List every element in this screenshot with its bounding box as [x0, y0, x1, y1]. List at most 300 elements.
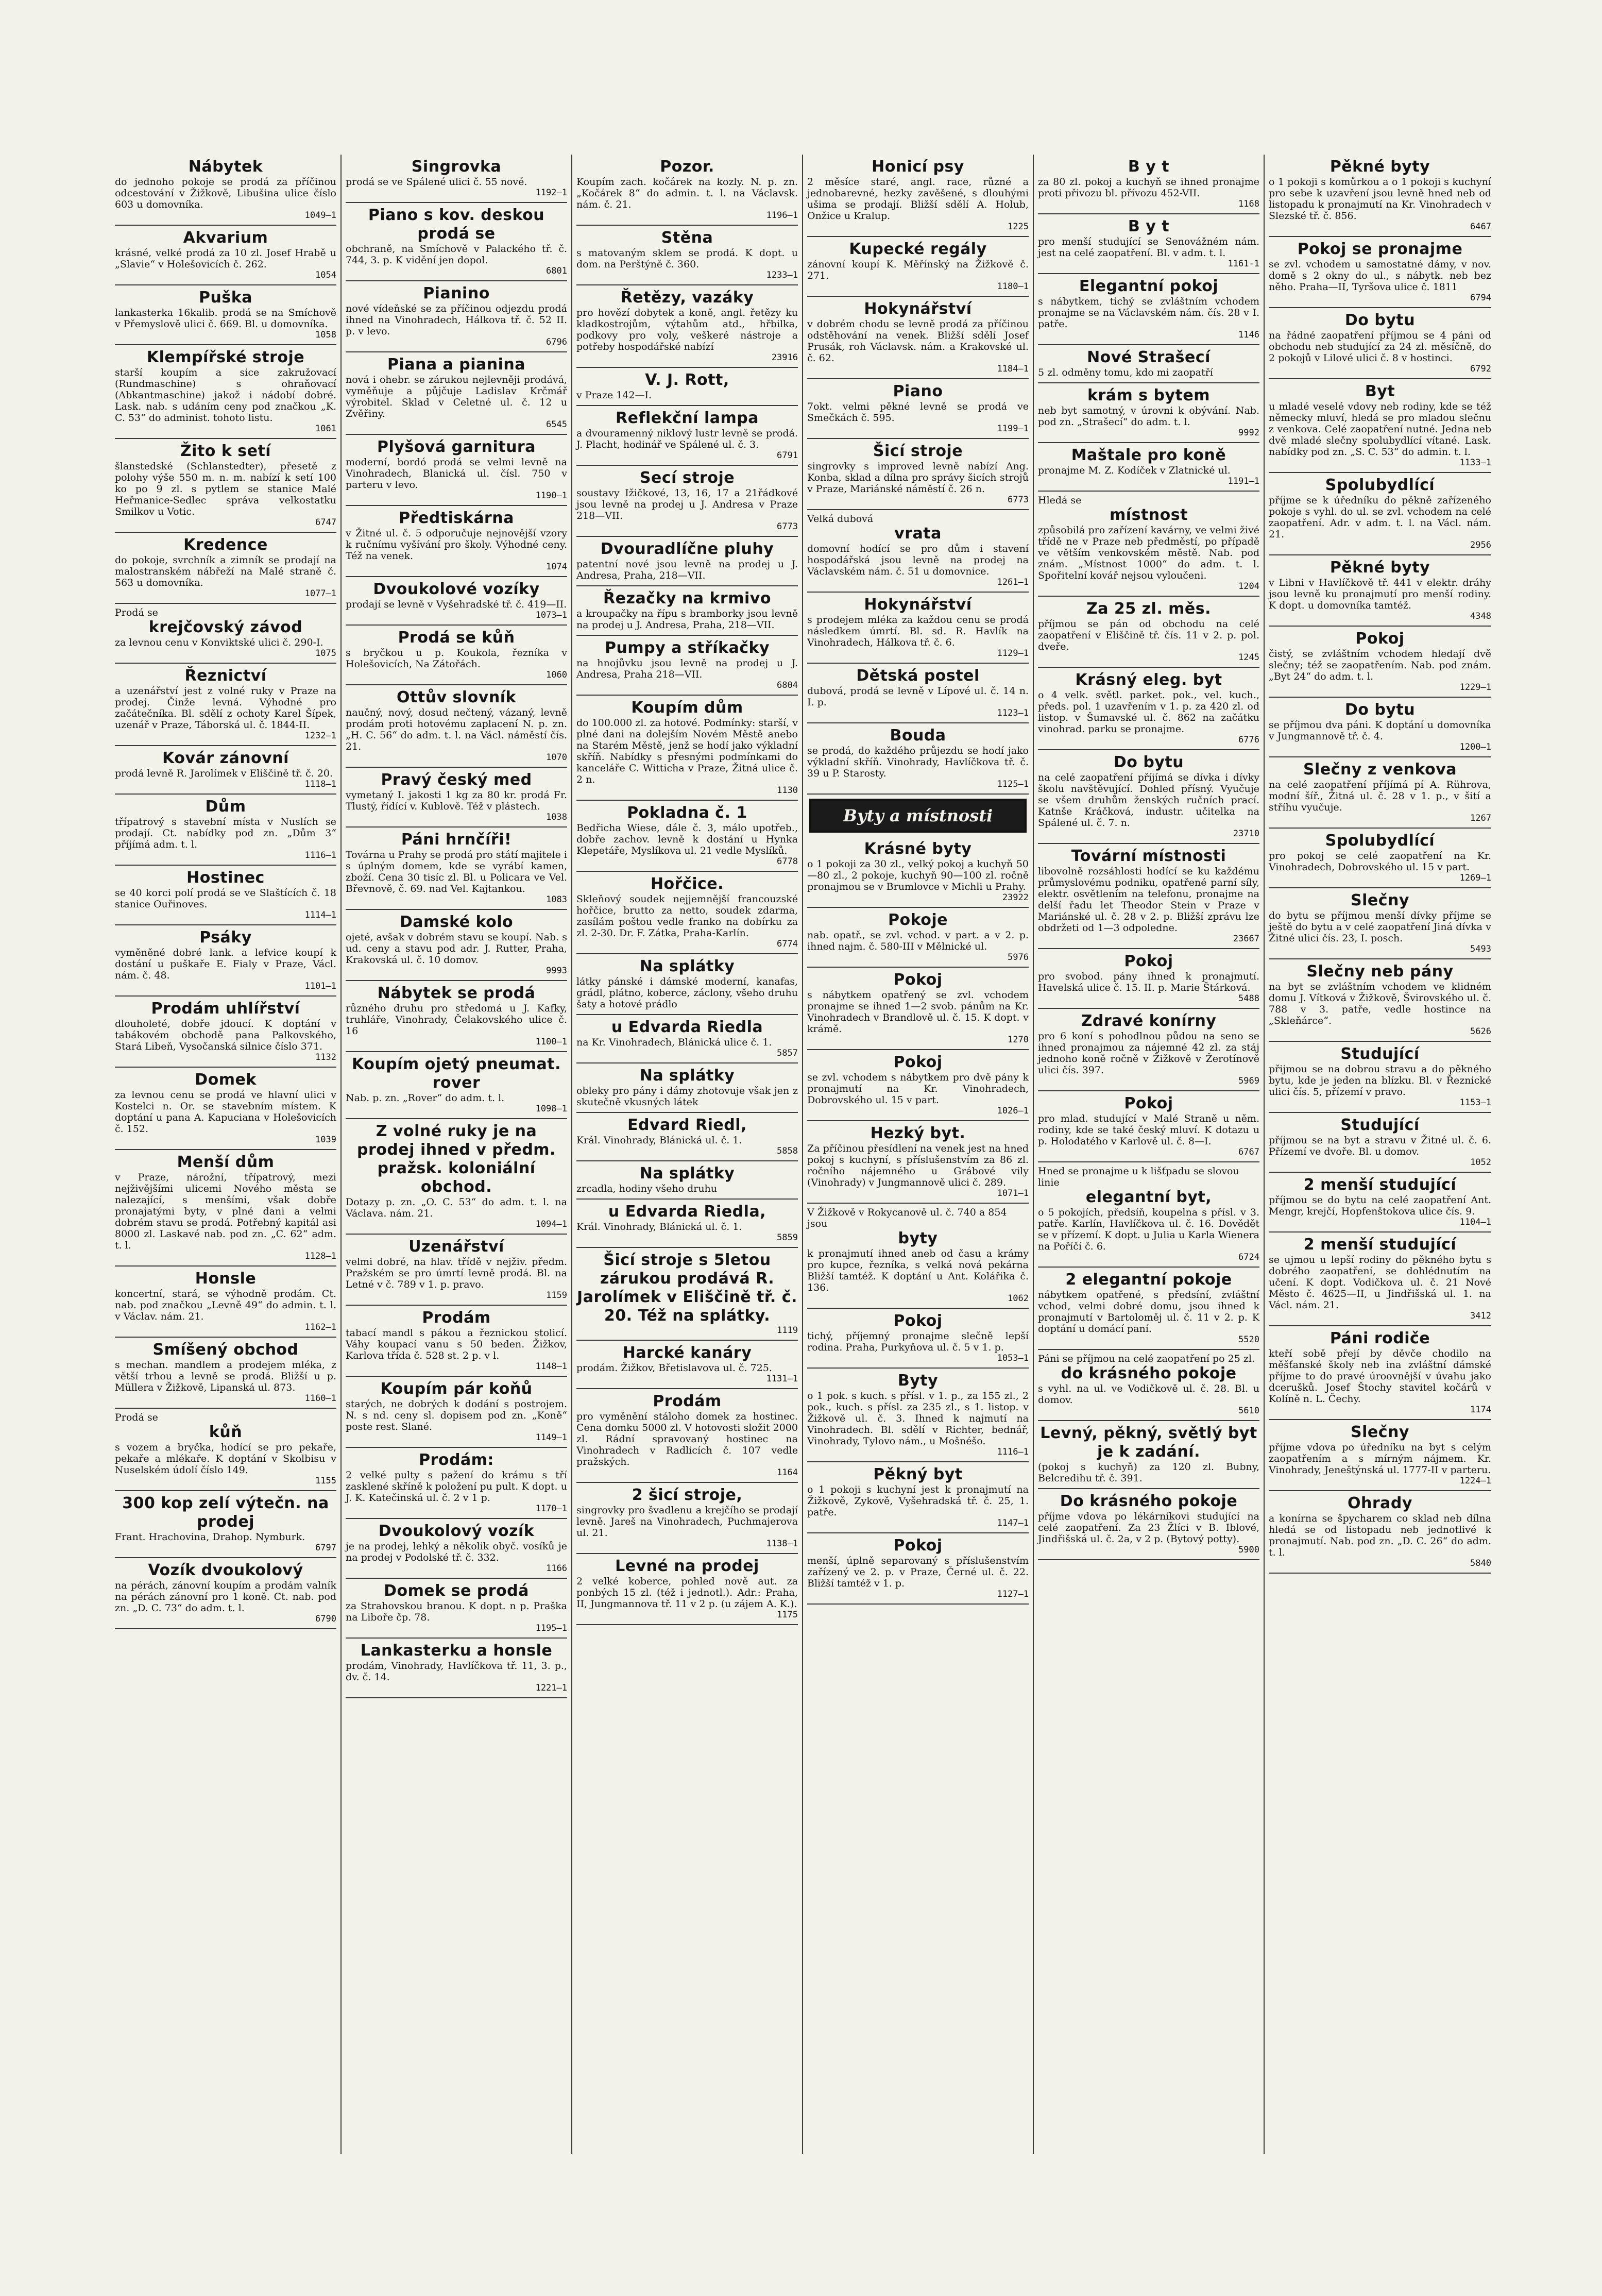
- ad-title: Pokoj: [893, 1537, 943, 1555]
- classified-ad: [576, 696, 798, 801]
- ad-text: pro svobod. pány ihned k pronajmutí. Havelská ulice č. 15. II. p. Marie Štárková.: [1038, 971, 1259, 993]
- ad-text: za Strahovskou branou. K dopt. n p. Praška na Liboře čp. 78.: [346, 1600, 567, 1623]
- ad-code: 1114—1: [304, 910, 336, 920]
- ad-text: za levnou cenu se prodá ve hlavní ulici v Kostelci n. Or. se stavebním místem. K doptání u pana A. Kapuciana v Holešovicích č. 152.: [115, 1089, 336, 1135]
- ad-title: Damské kolo: [399, 913, 514, 931]
- classified-ad: [115, 664, 336, 746]
- ad-text: prodám, Vinohrady, Havlíčkova tř. 11, 3. p., dv. č. 14.: [346, 1660, 567, 1683]
- classified-ad: [576, 1113, 798, 1161]
- ad-title: Edvard Riedl,: [627, 1116, 747, 1134]
- ad-text: k pronajmutí ihned aneb od času a krámy pro kupce, řezníka, s velká nová pekárna Bližší tamtéž. K doptání u Ant. Kolářika č. 136.: [807, 1248, 1029, 1293]
- classified-ad: [1038, 949, 1259, 1009]
- ad-text: o 1 pokoji s komůrkou a o 1 pokoji s kuchyní pro sebe k uzavření jsou levně hned neb od listopadu k pronajmutí na Kr. Vinohradech v Slezské tř. č. 856.: [1269, 176, 1491, 222]
- section-banner: Byty a místnosti: [809, 799, 1027, 833]
- classified-ad: [346, 1519, 567, 1579]
- ad-text: přijmou se na dobrou stravu a do pěkného bytu, kde je jeden na blízku. Bl. v Řeznické ulici čís. 5, přízemí v pravo.: [1269, 1063, 1491, 1098]
- ad-text: singrovky s improved levně nabízí Ang. Konba, sklad a dílna pro správy šicích strojů v Praze, Mariánské náměstí č. 26 n.: [807, 461, 1029, 495]
- classified-ad: [115, 1150, 336, 1267]
- classified-ad: [1269, 1233, 1491, 1326]
- ad-title: Dům: [205, 798, 246, 816]
- classified-ad: [1269, 237, 1491, 308]
- ad-title: Na splátky: [639, 1164, 735, 1183]
- ad-title: Koupím dům: [631, 699, 743, 717]
- ad-text: na celé zaopatření příjímá se dívka i dívky školu navštěvující. Dohled přísný. Vyučuje se všem druhům ženských ručních prací. Katnše Kráčková, industr. učitelka na Spálené ul. č. 7. n.: [1038, 772, 1259, 829]
- ad-title: Šicí stroje s 5letou zárukou prodává R. Jarolímek v Eliščině tř. č. 20. Též na splátky.: [577, 1251, 797, 1325]
- ad-title: 2 šicí stroje,: [632, 1486, 743, 1504]
- classified-ad: [576, 1015, 798, 1063]
- ad-text: nab. opatř., se zvl. vchod. v part. a v 2. p. ihned najm. č. 580-III v Mělnické ul.: [807, 930, 1029, 952]
- classified-ad: [1038, 1489, 1259, 1560]
- ad-title: Nábytek se prodá: [377, 984, 536, 1002]
- classified-ad: [1269, 1491, 1491, 1574]
- classified-ad: [346, 203, 567, 281]
- ad-code: 5520: [1238, 1335, 1259, 1345]
- classified-ad: [807, 908, 1029, 968]
- ad-text: menší, úplně separovaný s příslušenstvím zařízený ve 2. p. v Praze, Černé ul. č. 22. Bližší tamtéž v 1. p.: [807, 1555, 1029, 1589]
- ad-title: Pokoj: [1124, 952, 1173, 970]
- ad-code: 1123—1: [997, 708, 1029, 718]
- ad-title: Pokoj: [893, 971, 943, 989]
- ad-code: 23667: [1233, 934, 1259, 944]
- ad-title: Pumpy a stříkačky: [604, 639, 770, 657]
- ad-title: Ottův slovník: [397, 688, 516, 706]
- ad-text: dubová, prodá se levně v Lípové ul. č. 14 n. I. p.: [807, 685, 1029, 708]
- ad-code: 1245: [1238, 652, 1259, 663]
- ad-text: obchraně, na Smíchově v Palackého tř. č. 744, 3. p. K vidění jen dopol.: [346, 243, 567, 266]
- ad-title: Do bytu: [1344, 701, 1416, 719]
- ad-text: starší koupím a sice zakružovací (Rundmaschine) s ohraňovací (Abkantmaschine) jakož i nádobí dobré. Lask. nab. s udáním ceny pod značkou „K. C. 53“ do administ. tohoto listu.: [115, 367, 336, 424]
- ad-code: 1060: [546, 670, 567, 680]
- ad-code: 6790: [315, 1614, 336, 1624]
- classified-ad: [1038, 383, 1259, 443]
- ad-code: 1168: [1238, 199, 1259, 209]
- classified-ad: [115, 533, 336, 604]
- ad-title: Na splátky: [639, 957, 735, 975]
- classified-ad: [576, 586, 798, 636]
- column-1: [111, 155, 342, 2154]
- ad-code: 1138—1: [766, 1539, 798, 1549]
- ad-title: Smíšený obchod: [152, 1341, 299, 1359]
- ad-text: Král. Vinohrady, Blánická ul. č. 1.: [576, 1135, 742, 1146]
- ad-code: 1261—1: [997, 577, 1029, 587]
- ad-code: 1221—1: [535, 1683, 567, 1693]
- classified-ad: [1038, 668, 1259, 750]
- classified-ad: [1038, 1268, 1259, 1350]
- ad-code: 6792: [1470, 364, 1491, 374]
- classified-ad: [1269, 1173, 1491, 1233]
- ad-code: 1148—1: [535, 1361, 567, 1372]
- ad-text: pro pokoj se celé zaopatření na Kr. Vinohradech, Dobrovského ul. 15 v part.: [1269, 850, 1491, 873]
- ad-title: Krásný eleg. byt: [1075, 671, 1222, 689]
- classified-ad: [346, 506, 567, 577]
- ad-text: se příjmou dva páni. K doptání u domovníka v Jungmannově tř. č. 4.: [1269, 719, 1491, 742]
- ad-title: Harcké kanáry: [622, 1344, 752, 1362]
- ad-code: 1232—1: [304, 731, 336, 741]
- ad-title: Byty: [897, 1372, 939, 1390]
- ad-title: Lankasterku a honsle: [360, 1642, 553, 1660]
- classified-ad: [115, 1068, 336, 1150]
- ad-code: 5976: [1008, 952, 1029, 963]
- ad-title: Prodá se kůň: [398, 629, 515, 647]
- ad-code: 5969: [1238, 1076, 1259, 1086]
- classified-ad: [1038, 750, 1259, 844]
- ad-text: kteří sobě přejí by děvče chodilo na měšťanské školy neb ina zvláštní dámské příjme to do pravé úroovnější v úvahu jako dcerušků. Josef Štochy stavitel kočárů v Kolíně n. L. Čechy.: [1269, 1348, 1491, 1405]
- ad-code: 1039: [315, 1135, 336, 1145]
- ad-code: 1174: [1470, 1405, 1491, 1415]
- ad-code: 6796: [546, 337, 567, 347]
- ad-code: 6801: [546, 266, 567, 276]
- ad-code: 1100—1: [535, 1037, 567, 1047]
- ad-text: nábytkem opatřené, s předsíní, zvláštní vchod, velmi dobré domu, jsou ihned k pronajmutí v Bartoloměj ul. č. 11 v 2. p. K doptání u domácí paní.: [1038, 1289, 1259, 1335]
- ad-code: 5859: [777, 1233, 798, 1243]
- ad-code: 1225: [1008, 222, 1029, 232]
- ad-code: 1129—1: [997, 648, 1029, 659]
- ad-title: Pozor.: [660, 158, 714, 176]
- ad-title: Kupecké regály: [849, 240, 987, 258]
- classified-ad: [346, 1377, 567, 1448]
- ad-title: Hokynářství: [864, 300, 972, 318]
- classified-ad: [576, 872, 798, 954]
- ad-text: moderní, bordó prodá se velmi levně na Vinohradech, Blanická ul. čísl. 750 v parteru v levo.: [346, 457, 567, 491]
- classified-ad: [1269, 379, 1491, 473]
- ad-title: Pravý český med: [381, 771, 532, 789]
- ad-code: 6773: [777, 521, 798, 532]
- ad-text: nová i ohebr. se zárukou nejlevněji prodává, vyměňuje a půjčuje Ladislav Krčmář výrobitel. Sklad v Celetné ul. č. 12 u Zvěřiny.: [346, 374, 567, 419]
- ad-code: 1053—1: [997, 1353, 1029, 1363]
- ad-code: 1098—1: [535, 1104, 567, 1114]
- classified-ad: [115, 604, 336, 664]
- ad-title: Předtiskárna: [399, 509, 514, 527]
- classified-ad: [576, 1483, 798, 1554]
- ad-code: 1162—1: [304, 1322, 336, 1332]
- ad-code: 1062: [1008, 1293, 1029, 1304]
- ad-code: 1149—1: [535, 1432, 567, 1443]
- classified-ad: [1269, 1113, 1491, 1173]
- ad-text: látky pánské i dámské moderní, kanafas, grádl, plátno, koberce, záclony, všeho druhu šaty a hotové prádlo: [576, 976, 798, 1010]
- classified-ad: [1038, 844, 1259, 949]
- ad-text: domovní hodící se pro dům i stavení hospodářská jsou levně na prodej na Václavském nám. č. 51 u domovnice.: [807, 543, 1029, 577]
- ad-title: Slečny: [1351, 1423, 1409, 1441]
- ad-text: u mladé veselé vdovy neb rodiny, kde se též německy mluví, hledá se pro mladou slečnu z venkova. Celé zaopatření nutné. Jedna neb dvě mladé slečny spolubydlící vítané. Lask. nabídky pod zn. „S. C. 53“ do admin. t. l.: [1269, 401, 1491, 458]
- ad-text: nové vídeňské se za příčinou odjezdu prodá ihned na Vinohradech, Hálkova tř. č. 52 II. p. v levo.: [346, 303, 567, 337]
- ad-text: s mechan. mandlem a prodejem mléka, z větší trhou a levně se prodá. Bližší u p. Müllera v Žižkově, Lipanská ul. 873.: [115, 1359, 336, 1393]
- ad-title: Reflekční lampa: [616, 409, 759, 427]
- classified-ad: [576, 537, 798, 586]
- ad-title: Hořčice.: [650, 875, 724, 893]
- ad-code: 5488: [1238, 993, 1259, 1004]
- ad-text: způsobilá pro zařízení kavárny, ve velmi živé třídě ne v Praze neb předměstí, po případě ve větším venkovském městě. Nab. pod znám. „Místnost 1000“ do adm. t. l. Spořitelní kovář nejsou vyloučeni.: [1038, 525, 1259, 581]
- ad-code: 1191—1: [1228, 476, 1259, 486]
- ad-title: Piano: [893, 382, 943, 400]
- ad-text: pro vyměnění stáloho domek za hostinec. Cena domku 5000 zl. V hotovosti složit 2000 zl. Rádní spravovaný hostinec na Vinohradech v Radlicích č. 107 vedle pražských.: [576, 1411, 798, 1467]
- ad-text: do jednoho pokoje se prodá za příčinou odcestování v Žižkově, Libušina ulice číslo 603 u domovníka.: [115, 176, 336, 210]
- classified-ad: [115, 795, 336, 866]
- column-3: [572, 155, 803, 2154]
- ad-text: o 4 velk. světl. parket. pok., vel. kuch., předs. pol. 1 uzavřením v 1. p. za 420 zl. od listop. v Šumavské ul. č. 862 na začátku vinohrad. parku se pronajme.: [1038, 689, 1259, 735]
- ad-title: krám s bytem: [1087, 386, 1210, 404]
- classified-ad: [807, 1204, 1029, 1309]
- ad-text: vymetaný I. jakosti 1 kg za 80 kr. prodá Fr. Tlustý, řídící v. Kublově. Též v plástech.: [346, 789, 567, 812]
- ad-title: 300 kop zelí výtečn. na prodej: [122, 1494, 329, 1531]
- ad-code: 5857: [777, 1048, 798, 1058]
- ad-text: 7okt. velmi pěkné levně se prodá ve Smečkách č. 595.: [807, 401, 1029, 424]
- ad-text: za 80 zl. pokoj a kuchyň se ihned pronajme proti přivozu bl. přívozu 452-VII.: [1038, 176, 1259, 199]
- ad-title: Prodám:: [419, 1451, 494, 1469]
- ad-text: Nab. p. zn. „Rover“ do adm. t. l.: [346, 1092, 505, 1104]
- ad-title: Zdravé konírny: [1081, 1012, 1217, 1030]
- ad-code: 23922: [1002, 892, 1029, 903]
- ad-code: 1075: [315, 648, 336, 659]
- classified-ad: [807, 155, 1029, 237]
- ad-code: 23916: [771, 352, 798, 363]
- ad-title: Páni rodiče: [1330, 1329, 1430, 1347]
- ad-code: 1153—1: [1459, 1098, 1491, 1108]
- classified-ad: [576, 368, 798, 406]
- classified-ad: [576, 1200, 798, 1248]
- classified-ad: [1038, 1350, 1259, 1421]
- ad-code: 1175: [777, 1610, 798, 1620]
- ad-code: 1052: [1470, 1157, 1491, 1168]
- ad-code: 6794: [1470, 293, 1491, 303]
- ad-title: Prodám: [653, 1392, 722, 1410]
- column-4: [803, 155, 1034, 2154]
- classified-ad: [1038, 443, 1259, 492]
- classified-ad: [576, 466, 798, 537]
- ad-code: 1054: [315, 270, 336, 280]
- classified-ad: [346, 281, 567, 352]
- classified-ad: [346, 1448, 567, 1519]
- ad-title: Piana a pianina: [387, 356, 525, 374]
- classified-ad: [576, 636, 798, 696]
- ad-title: Za 25 zl. měs.: [1086, 600, 1212, 618]
- ad-text: pro menší studující se Senovážném nám. jest na celé zaopatření. Bl. v adm. t. l.: [1038, 236, 1259, 259]
- ad-text: a konírna se špycharem co sklad neb dílna hledá se od listopadu neb jednotlivé k pronajmutí. Nab. pod zn. „D. C. 26“ do adm. t. l.: [1269, 1513, 1491, 1558]
- ad-code: 1074: [546, 562, 567, 572]
- ad-code: 1161-1: [1228, 259, 1259, 269]
- ad-code: 1119: [777, 1325, 798, 1336]
- classified-ad: [1038, 1091, 1259, 1162]
- ad-code: 6773: [1008, 495, 1029, 505]
- classified-ad: [1269, 888, 1491, 959]
- ad-text: na Kr. Vinohradech, Blánická ulice č. 1.: [576, 1037, 772, 1048]
- classified-ad: [576, 1341, 798, 1389]
- ad-code: 6747: [315, 517, 336, 528]
- ad-title: Pokoj se pronajme: [1297, 240, 1463, 258]
- ad-code: 5626: [1470, 1026, 1491, 1037]
- classified-ad: [807, 1121, 1029, 1204]
- ad-title: Kredence: [183, 536, 268, 554]
- ad-text: s nábytkem opatřený se zvl. vchodem pronajme se ihned 1—2 svob. pánům na Kr. Vinohradech v Brandlově ul. č. 15. K dopt. v krámě.: [807, 989, 1029, 1035]
- ad-text: příjmou se do bytu na celé zaopatření Ant. Mengr, krejčí, Hopfenštokova ulice čís. 9.: [1269, 1194, 1491, 1217]
- ad-code: 1170—1: [535, 1504, 567, 1514]
- classified-ad: [115, 1338, 336, 1409]
- ad-title: Žito k setí: [180, 442, 271, 460]
- ad-text: a uzenářství jest z volné ruky v Praze na prodej. Činže levná. Výhodné pro začátečníka. Bl. sdělí z ochoty Karel Šípek, uzenář v Praze, Táborská ul. č. 1844-II.: [115, 685, 336, 731]
- ad-title: Levné na prodej: [615, 1557, 759, 1575]
- classified-ad: [115, 1491, 336, 1558]
- ad-code: 1131—1: [766, 1374, 798, 1384]
- ad-title: u Edvarda Riedla,: [608, 1203, 766, 1221]
- ad-text: a dvouramenný niklový lustr levně se prodá. J. Placht, hodinář ve Spálené ul. č. 3.: [576, 428, 798, 450]
- classified-ad: [346, 828, 567, 910]
- classified-ad: [1269, 959, 1491, 1042]
- ad-title: místnost: [1110, 506, 1188, 524]
- ad-title: Pokoj: [1355, 630, 1405, 648]
- ad-code: 1083: [546, 894, 567, 905]
- ad-pre-title: Páni se příjmou na celé zaopatření po 25 zl.: [1038, 1353, 1255, 1364]
- ad-title: vrata: [894, 525, 942, 543]
- ad-code: 1026—1: [997, 1106, 1029, 1116]
- ad-code: 1146: [1238, 330, 1259, 340]
- ad-code: 1128—1: [304, 1251, 336, 1261]
- column-2: [342, 155, 572, 2154]
- ad-code: 6776: [1238, 735, 1259, 745]
- classified-ad: [807, 1309, 1029, 1369]
- classified-ad: [807, 664, 1029, 723]
- ad-title: Slečny z venkova: [1303, 761, 1457, 779]
- ad-text: čistý, se zvláštním vchodem hledají dvě slečny; též se zaopatřením. Nab. pod znám. „Byt 24“ do adm. t. l.: [1269, 648, 1491, 682]
- ad-text: koncertní, stará, se výhodně prodám. Ct. nab. pod značkou „Levně 49“ do admin. t. l. v Václav. nám. 21.: [115, 1288, 336, 1322]
- ad-title: Akvarium: [183, 229, 268, 247]
- classified-ad: [346, 1306, 567, 1377]
- ad-title: Koupím pár koňů: [380, 1380, 533, 1398]
- ad-title: Pěkné byty: [1330, 559, 1430, 577]
- ad-text: příjme vdova po úředníku na byt s celým zaopatřením a s mírným nájmem. Kr. Vinohrady, Jeneštýnská ul. 1777-II v parteru.: [1269, 1442, 1491, 1476]
- ad-title: V. J. Rott,: [645, 371, 729, 389]
- ad-text: (pokoj s kuchyň) za 120 zl. Bubny, Belcredihu tř. č. 391.: [1038, 1461, 1259, 1484]
- ad-code: 5840: [1470, 1558, 1491, 1568]
- ad-text: různého druhu pro středomá u J. Kafky, truhláře, Vinohrady, Čelakovského ulice č. 16: [346, 1003, 567, 1037]
- ad-text: velmi dobré, na hlav. třídě v nejživ. předm. Pražském se pro úmrtí levně prodá. Bl. na Letné v č. 789 v 1. p. pravo.: [346, 1256, 567, 1290]
- classified-ad: [1038, 155, 1259, 214]
- classified-ad: [1038, 597, 1259, 668]
- ad-text: v Libni v Havlíčkově tř. 441 v elektr. dráhy jsou levně ku pronajmutí pro menší rodiny. K dopt. u domovníka tamtéž.: [1269, 577, 1491, 611]
- ad-title: Pokoj: [893, 1053, 943, 1071]
- ad-code: 1038: [546, 812, 567, 822]
- ad-code: 1269—1: [1459, 873, 1491, 883]
- ad-text: o 1 pokoji s kuchyní jest k pronajmutí na Žižkově, Zykově, Vyšehradská tř. č. 25, 1. patře.: [807, 1484, 1029, 1518]
- classified-ad: [346, 1119, 567, 1235]
- ad-title: Koupím ojetý pneumat. rover: [351, 1055, 561, 1092]
- ad-title: Psáky: [199, 928, 252, 947]
- ad-text: Král. Vinohrady, Blánická ul. č. 1.: [576, 1221, 742, 1233]
- ad-text: v dobrém chodu se levně prodá za příčinou odstěhování na venek. Bližší sdělí Josef Prusák, roh Václavsk. nám. a Krakovské ul. č. 62.: [807, 318, 1029, 364]
- classified-ad: [115, 226, 336, 285]
- classified-ad: [576, 406, 798, 466]
- ad-text: starých, ne dobrých k dodání s postrojem. N. s nd. ceny sl. dopisem pod zn. „Koně“ poste rest. Slané.: [346, 1398, 567, 1432]
- ad-code: 1104—1: [1459, 1217, 1491, 1227]
- ad-code: 6797: [315, 1543, 336, 1553]
- ad-title: elegantní byt,: [1085, 1188, 1212, 1206]
- classified-ad: [115, 925, 336, 997]
- classified-ad: [1269, 1326, 1491, 1420]
- ad-text: na pérách, zánovní koupím a prodám valník na pérách zánovní pro 1 koně. Ct. nab. pod zn. „D. C. 73“ do adm. t. l.: [115, 1580, 336, 1614]
- ad-code: 5900: [1238, 1545, 1259, 1555]
- ad-title: Hokynářství: [864, 596, 972, 614]
- classified-ad: [807, 1369, 1029, 1462]
- ad-code: 4348: [1470, 611, 1491, 621]
- classified-ad: [807, 1050, 1029, 1121]
- ad-text: 2 měsíce staré, angl. race, různé a jednobarevné, hezky zavěšené, s dlouhými ušima se prodají. Bližší sdělí A. Holub, Onžice u Kralup.: [807, 176, 1029, 222]
- ad-title: Řetězy, vazáky: [620, 289, 754, 307]
- ad-code: 1061: [315, 424, 336, 434]
- ad-text: 5 zl. odměny tomu, kdo mi zaopatří: [1038, 367, 1213, 378]
- ad-text: a kroupačky na řípu s bramborky jsou levně na prodej u J. Andresa, Praha, 218—VII.: [576, 608, 798, 631]
- column-5: [1034, 155, 1265, 2154]
- ad-title: Řeznictví: [184, 667, 267, 685]
- ad-title: Honsle: [195, 1270, 257, 1288]
- ad-title: Do bytu: [1344, 311, 1416, 329]
- ad-title: Dvoukolové vozíky: [373, 580, 540, 598]
- classified-ad: [576, 285, 798, 368]
- ad-code: 1195—1: [535, 1623, 567, 1633]
- classified-ad: [1269, 757, 1491, 829]
- ad-code: 1190—1: [535, 491, 567, 501]
- ad-code: 1132: [315, 1052, 336, 1062]
- classified-ad: [346, 155, 567, 203]
- ad-text: příjme se k úředníku do pěkně zařízeného pokoje s vyhl. do ul. se zvl. vchodem na celé zaopatření. Adr. v adm. t. l. na Václ. nám. 21.: [1269, 495, 1491, 540]
- ad-code: 5493: [1470, 944, 1491, 954]
- ad-code: 6804: [777, 680, 798, 690]
- classified-ad: [807, 297, 1029, 379]
- ad-title: Secí stroje: [639, 469, 735, 487]
- classified-ad: [346, 910, 567, 981]
- ad-text: na řádné zaopatření příjmou se 4 páni od obchodu neb studující za 24 zl. měsíčně, do 2 pokojů v Lilové ulici č. 8 v hostinci.: [1269, 330, 1491, 364]
- classified-ad: [1038, 345, 1259, 383]
- classified-ad: [1038, 274, 1259, 345]
- ad-text: prodá levně R. Jarolímek v Eliščině tř. č. 20.: [115, 768, 333, 779]
- ad-title: Páni hrnčíři!: [401, 831, 512, 849]
- ad-code: 1200—1: [1459, 742, 1491, 752]
- ad-title: Nábytek: [188, 158, 263, 176]
- ad-title: byty: [898, 1229, 938, 1247]
- ad-code: 1160—1: [304, 1393, 336, 1404]
- ad-pre-title: Velká dubová: [807, 513, 874, 525]
- classified-ad: [346, 435, 567, 506]
- ad-text: příjme vdova po lékárníkovi studující na celé zaopatření. Za 23 Žlíci v B. Iblové, Jindřišská ul. č. 2a, v 2 p. (Bytový potty).: [1038, 1511, 1259, 1545]
- ad-text: se 40 korci polí prodá se ve Slaštících č. 18 stanice Ouřinoves.: [115, 887, 336, 910]
- classified-ad: [1269, 698, 1491, 757]
- classified-ad: [576, 1063, 798, 1113]
- ad-code: 1133—1: [1459, 458, 1491, 468]
- ad-title: Singrovka: [411, 158, 502, 176]
- ad-text: naučný, nový, dosud nečtený, vázaný, levně prodám proti hotovému zaplacení N. p. zn. „H. C. 56“ do adm. t. l. na Václ. náměstí čís. 21.: [346, 707, 567, 752]
- ad-title: Dětská postel: [856, 667, 980, 685]
- ad-code: 1127—1: [997, 1589, 1029, 1599]
- ad-title: B y t: [1128, 217, 1170, 235]
- classified-ad: [1269, 155, 1491, 237]
- ad-title: Plyšová garnitura: [377, 438, 536, 456]
- ad-title: Spolubydlící: [1325, 832, 1435, 850]
- ad-code: 1070: [546, 752, 567, 763]
- classified-ad: [346, 577, 567, 626]
- classified-ad: [576, 1161, 798, 1200]
- ad-text: krásné, velké prodá za 10 zl. Josef Hrabě u „Slavie“ v Holešovicích č. 262.: [115, 247, 336, 270]
- ad-text: prodají se levně v Vyšehradské tř. č. 419—II.: [346, 599, 567, 610]
- ad-code: 1118—1: [304, 779, 336, 789]
- ad-code: 1224—1: [1459, 1476, 1491, 1486]
- ad-title: Dvouradlíčne pluhy: [600, 540, 774, 558]
- classified-ad: [1269, 308, 1491, 379]
- column-6: [1265, 155, 1495, 2154]
- classified-ad: [807, 237, 1029, 297]
- classified-ad: [346, 1235, 567, 1306]
- ad-text: se ujmou u lepší rodiny do pěkného bytu s dobrého zaopatření, se dohlédnutím na učení. K dopt. Vodičkova ul. č. 21 Nové Město č. 4625—II, u Jindřišská ul. 1. na Václ. nám. 21.: [1269, 1254, 1491, 1311]
- classified-ad: [1269, 627, 1491, 698]
- ad-code: 6724: [1238, 1252, 1259, 1262]
- classified-ad: [807, 1533, 1029, 1605]
- ad-text: s vozem a bryčka, hodící se pro pekaře, pekaře a mlékaře. K doptání v Skolbisu v Nuselském údolí číslo 149.: [115, 1442, 336, 1476]
